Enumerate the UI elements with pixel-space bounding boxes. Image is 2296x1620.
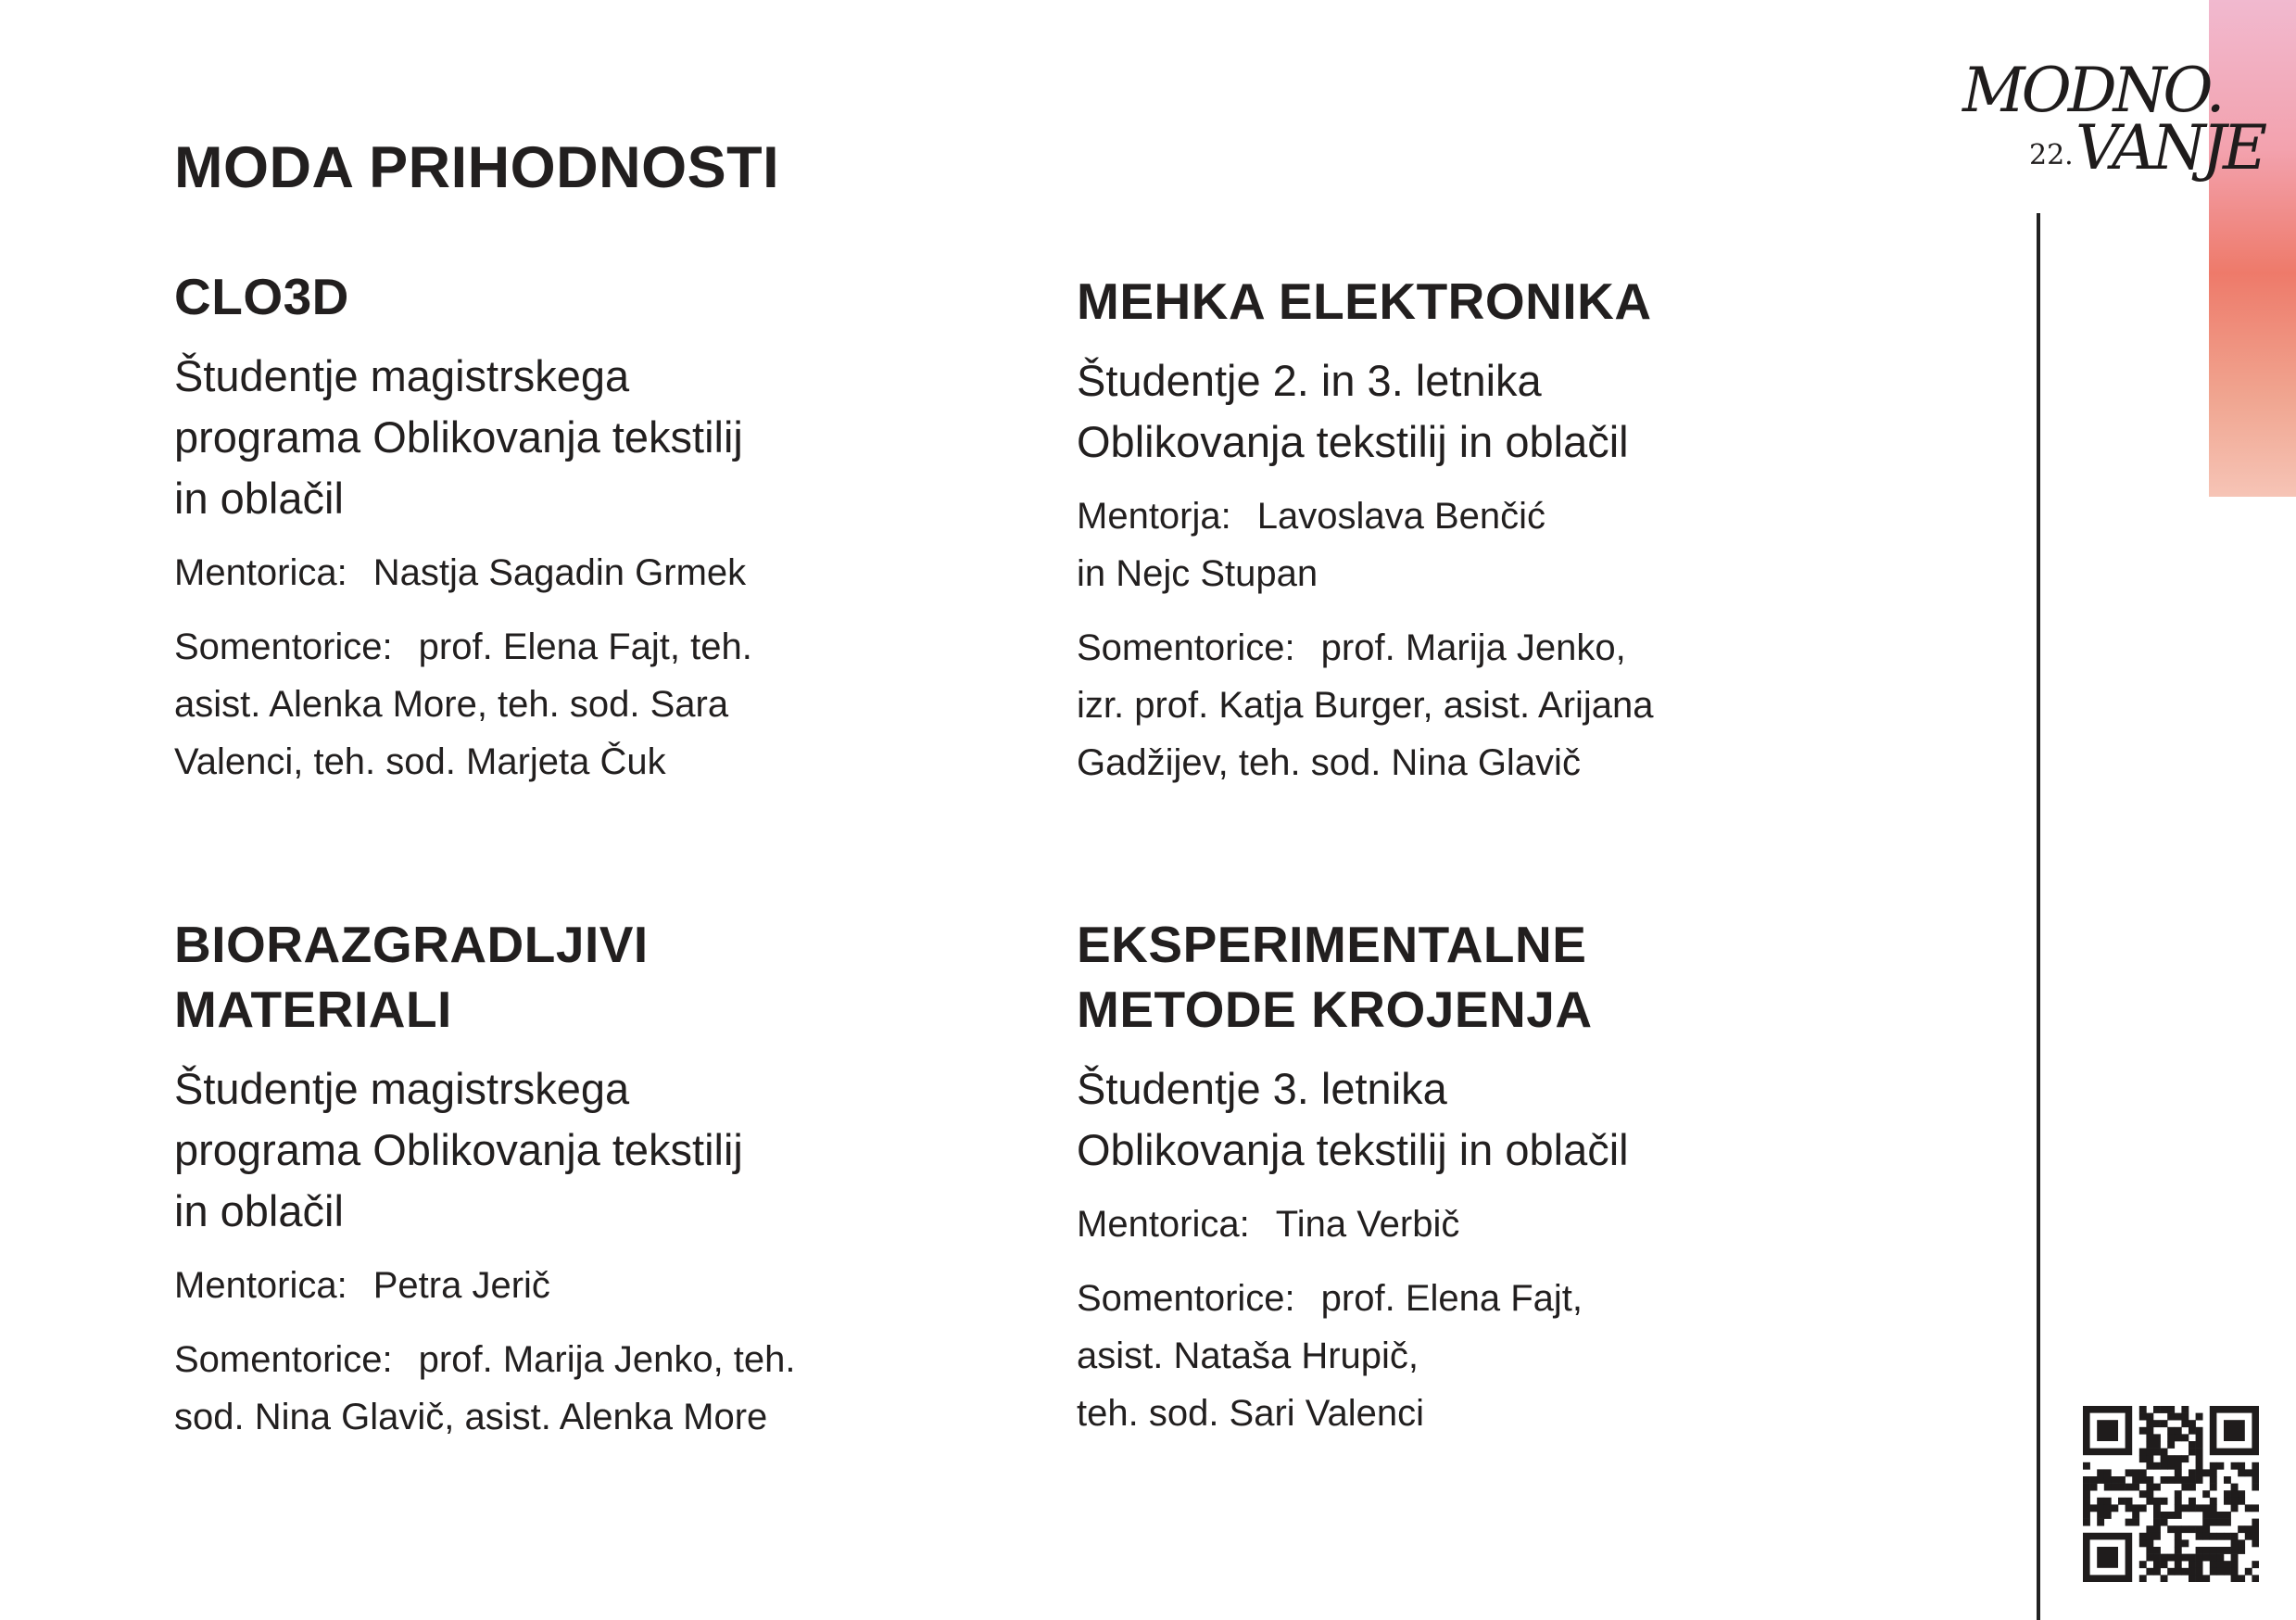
mentor-line: Mentorica: Tina Verbič bbox=[1077, 1204, 1460, 1245]
co-mentor-lines: Somentorice: prof. Elena Fajt, teh. asist. Alenka More, teh. sod. Sara Valenci, teh. sod. Marjeta Čuk bbox=[174, 626, 752, 782]
logo-line2: VANJE bbox=[2075, 112, 2264, 184]
co-mentor-lines: Somentorice: prof. Marija Jenko, teh. sod. Nina Glavič, asist. Alenka More bbox=[174, 1339, 796, 1437]
section-students: Študentje magistrskega programa Oblikovanja tekstilij in oblačil bbox=[174, 351, 743, 523]
section-students: Študentje 3. letnika Oblikovanja tekstilij in oblačil bbox=[1077, 1064, 1629, 1174]
section-title: CLO3D bbox=[174, 268, 349, 325]
logo-line1: MODNO. bbox=[1962, 55, 2222, 126]
section-students: Študentje 2. in 3. letnika Oblikovanja tekstilij in oblačil bbox=[1077, 356, 1629, 466]
page-title: MODA PRIHODNOSTI bbox=[174, 135, 780, 200]
section-title: MEHKA ELEKTRONIKA bbox=[1077, 272, 1652, 330]
co-mentor-lines: Somentorice: prof. Marija Jenko, izr. prof. Katja Burger, asist. Arijana Gadžijev, teh. sod. Nina Glavič bbox=[1077, 627, 1654, 783]
mentor-line: Mentorica: Nastja Sagadin Grmek bbox=[174, 552, 747, 593]
section-clo3d bbox=[174, 264, 990, 791]
logo-number: 22. bbox=[2029, 139, 2074, 171]
vertical-divider bbox=[2037, 213, 2040, 1620]
section-biorazgradljivi-materiali bbox=[174, 912, 990, 1446]
co-mentor-lines: Somentorice: prof. Elena Fajt, asist. Nataša Hrupič, teh. sod. Sari Valenci bbox=[1077, 1278, 1583, 1434]
mentor-line: Mentorica: Petra Jerič bbox=[174, 1265, 550, 1306]
mentor-line: Mentorja: Lavoslava Benčić in Nejc Stupan bbox=[1077, 496, 1546, 594]
section-eksperimentalne-metode-krojenja bbox=[1077, 912, 1892, 1442]
section-mehka-elektronika bbox=[1077, 269, 1892, 791]
modnovanje-logo bbox=[1955, 46, 2296, 185]
section-title: BIORAZGRADLJIVI MATERIALI bbox=[174, 916, 649, 1038]
section-students: Študentje magistrskega programa Oblikovanja tekstilij in oblačil bbox=[174, 1064, 743, 1235]
section-title: EKSPERIMENTALNE METODE KROJENJA bbox=[1077, 916, 1593, 1038]
qr-code-icon[interactable] bbox=[2083, 1406, 2259, 1582]
